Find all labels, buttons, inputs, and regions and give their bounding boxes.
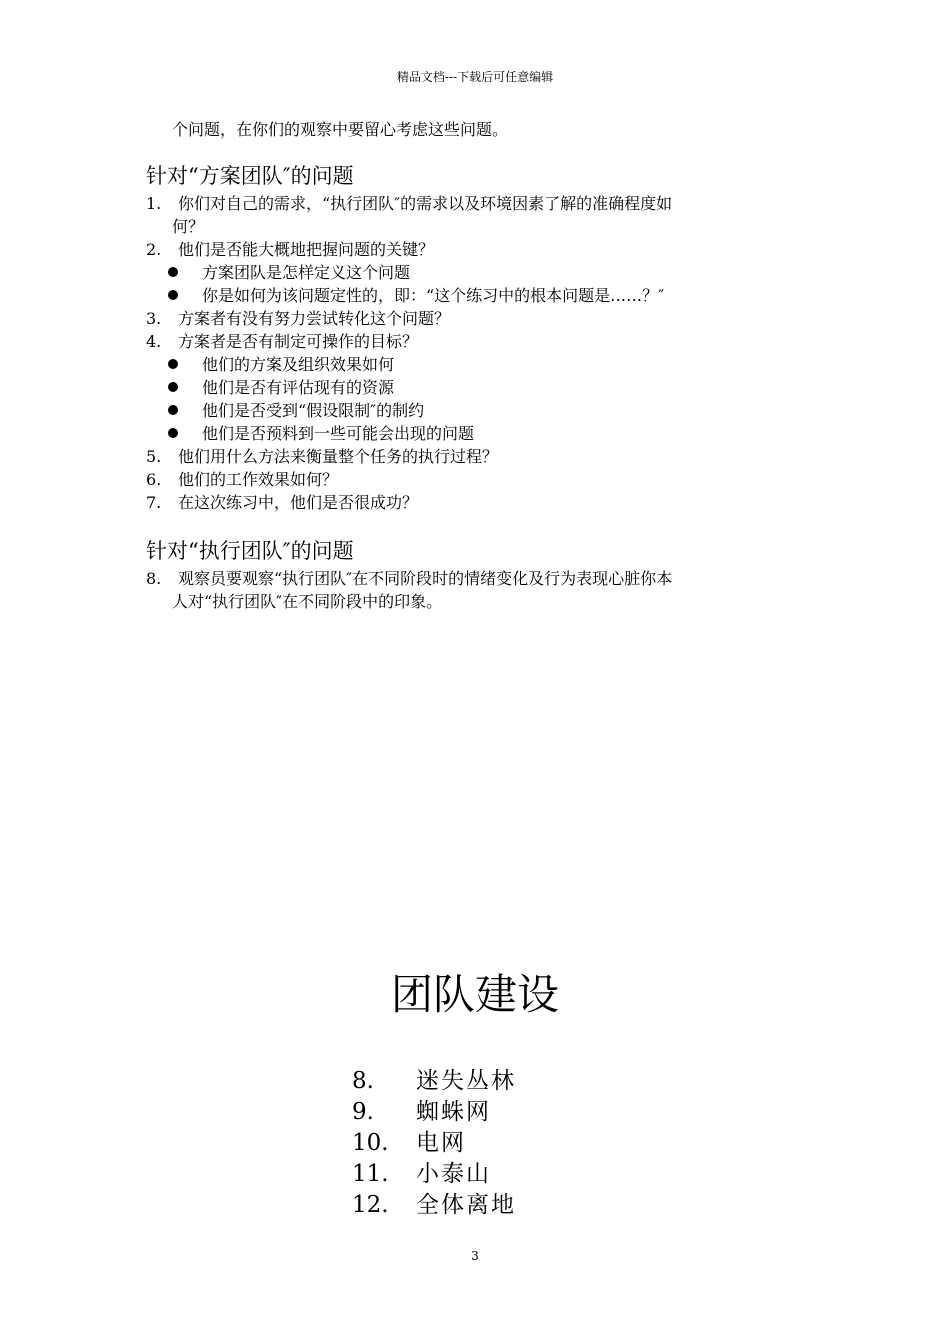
item-text: 方案者是否有制定可操作的目标？ (178, 332, 419, 351)
item-number: 5. (146, 447, 162, 466)
item-number: 4. (146, 332, 162, 351)
toc-number: 11. (352, 1161, 389, 1187)
page-header: 精品文档---下载后可任意编辑 (396, 70, 554, 84)
item-continuation: 人对“执行团队″在不同阶段中的印象。 (172, 592, 443, 611)
item-continuation: 何？ (172, 217, 205, 236)
bullet-item (168, 283, 664, 306)
item-number: 1. (146, 194, 162, 213)
bullet-dot-icon (168, 382, 178, 392)
item-number: 2. (146, 240, 162, 259)
toc-text: 电网 (416, 1130, 466, 1156)
list-item (146, 444, 950, 467)
list-item (146, 329, 950, 352)
list-item (146, 566, 950, 589)
toc-number: 10. (352, 1130, 389, 1156)
section-heading-plan-team: 针对“方案团队″的问题 (146, 164, 354, 188)
section-heading-execution-team: 针对“执行团队″的问题 (146, 539, 354, 563)
bullet-item (168, 352, 394, 375)
bullet-item (168, 375, 394, 398)
toc-text: 全体离地 (416, 1192, 516, 1218)
list-item (146, 306, 950, 329)
bullet-dot-icon (168, 405, 178, 415)
item-text: 你们对自己的需求，“执行团队″的需求以及环境因素了解的准确程度如 (178, 194, 673, 213)
item-number: 3. (146, 309, 162, 328)
intro-text: 个问题，在你们的观察中要留心考虑这些问题。 (172, 120, 509, 139)
list-item (146, 191, 950, 214)
item-text: 方案者有没有努力尝试转化这个问题？ (178, 309, 451, 328)
item-text: 他们的工作效果如何？ (178, 470, 339, 489)
toc-item (352, 1124, 466, 1157)
toc-text: 蜘蛛网 (416, 1099, 491, 1125)
bullet-text: 你是如何为该问题定性的，即：“这个练习中的根本问题是……？″ (202, 286, 665, 305)
item-number: 8. (146, 569, 162, 588)
bullet-text: 方案团队是怎样定义这个问题 (202, 263, 411, 282)
item-text: 他们是否能大概地把握问题的关键？ (178, 240, 435, 259)
bullet-item (168, 398, 424, 421)
bullet-item (168, 421, 474, 444)
toc-text: 迷失丛林 (416, 1068, 516, 1094)
bullet-dot-icon (168, 359, 178, 369)
toc-number: 12. (352, 1192, 389, 1218)
toc-item (352, 1062, 516, 1095)
item-text: 观察员要观察“执行团队″在不同阶段时的情绪变化及行为表现心脏你本 (178, 569, 673, 588)
page-number: 3 (471, 1249, 479, 1263)
list-item (146, 237, 950, 260)
toc-item (352, 1186, 516, 1219)
item-text: 在这次练习中，他们是否很成功？ (178, 493, 419, 512)
bullet-text: 他们是否有评估现有的资源 (202, 378, 395, 397)
bullet-dot-icon (168, 290, 178, 300)
item-text: 他们用什么方法来衡量整个任务的执行过程？ (178, 447, 499, 466)
big-title: 团队建设 (390, 970, 559, 1019)
bullet-dot-icon (168, 428, 178, 438)
list-item (146, 467, 950, 490)
item-number: 6. (146, 470, 162, 489)
toc-text: 小泰山 (416, 1161, 491, 1187)
bullet-text: 他们是否预料到一些可能会出现的问题 (202, 424, 475, 443)
toc-item (352, 1155, 491, 1188)
bullet-item (168, 260, 410, 283)
toc-number: 9. (352, 1099, 374, 1125)
bullet-text: 他们是否受到“假设限制″的制约 (202, 401, 425, 420)
bullet-text: 他们的方案及组织效果如何 (202, 355, 395, 374)
list-item (146, 490, 950, 513)
item-number: 7. (146, 493, 162, 512)
bullet-dot-icon (168, 267, 178, 277)
toc-number: 8. (352, 1068, 374, 1094)
toc-item (352, 1093, 491, 1126)
